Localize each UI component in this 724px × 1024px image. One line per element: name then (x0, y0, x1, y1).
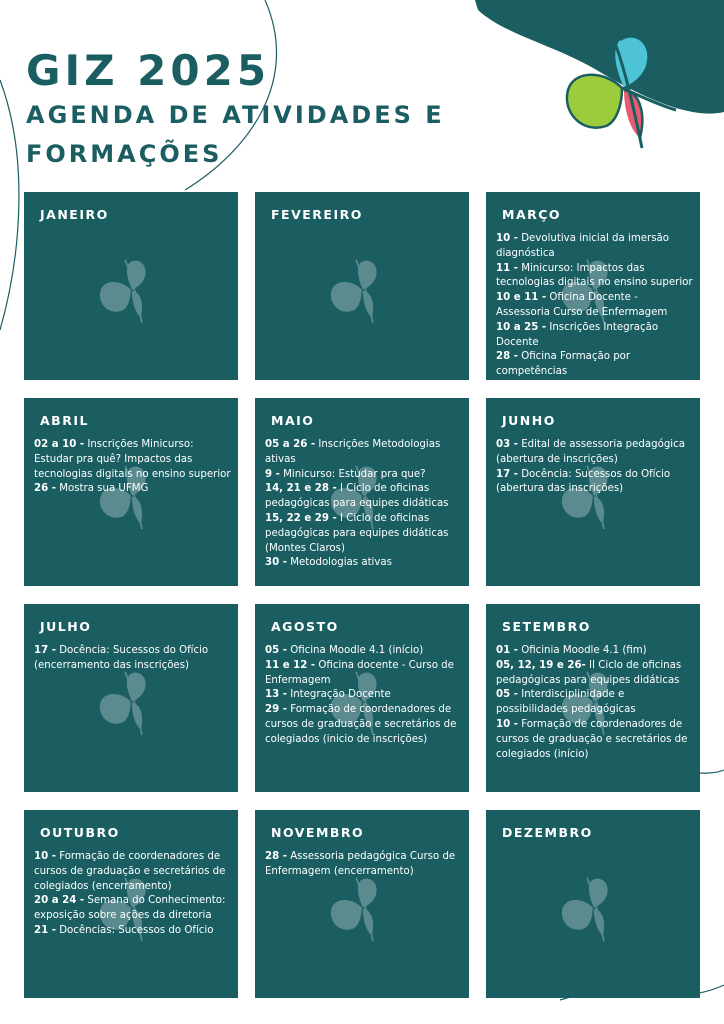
event-text: Minicurso: Estudar pra que? (279, 468, 426, 480)
month-card-2 (255, 192, 469, 380)
event-text: Integração Docente (286, 689, 391, 701)
event-text: Semana do Conhecimento: exposição sobre ações da diretoria (34, 895, 226, 922)
event-text: Docência: Sucessos do Ofício (encerramento das inscrições) (34, 645, 209, 671)
event-list (34, 850, 231, 939)
month-card-8 (255, 604, 469, 792)
event-date: 10 - (34, 851, 56, 862)
event-text: Metodologias ativas (286, 557, 392, 569)
event-item (265, 438, 462, 468)
event-item (34, 894, 231, 924)
event-date: 17 - (496, 468, 518, 480)
event-text: Inscrições Minicurso: Estudar pra quê? Impactos das tecnologias digitais no ensino superior (34, 439, 231, 480)
event-item (496, 262, 693, 292)
event-text: Oficina Moodle 4.1 (início) (286, 645, 424, 656)
event-item (265, 468, 462, 483)
month-name: DEZEMBRO (502, 825, 593, 840)
event-item (496, 350, 693, 380)
event-text: Inscrições Metodologias ativas (265, 439, 441, 465)
event-item (265, 703, 462, 747)
page-subtitle: AGENDA DE ATIVIDADES E FORMAÇÕES (26, 101, 445, 168)
event-text: II Ciclo de oficinas pedagógicas para equipes didáticas (496, 659, 682, 686)
event-list (34, 438, 231, 497)
event-date: 05 a 26 - (265, 439, 316, 450)
month-name: JULHO (40, 619, 92, 634)
event-date: 28 - (265, 851, 287, 862)
event-list (496, 232, 693, 380)
event-date: 21 - (34, 924, 56, 936)
month-name: MAIO (271, 413, 315, 428)
event-text: Inscrições Integração Docente (496, 321, 659, 348)
calendar-grid (24, 192, 700, 998)
event-date: 02 a 10 - (34, 439, 85, 450)
butterfly-watermark-icon (96, 664, 166, 744)
event-text: Edital de assessoria pedagógica (abertura de inscrições) (496, 439, 685, 465)
month-name: MARÇO (502, 207, 562, 222)
event-date: 13 - (265, 689, 287, 701)
event-text: Formação de coordenadores de cursos de graduação e secretários de colegiados (início) (496, 718, 688, 760)
event-item (34, 924, 231, 939)
event-item (34, 850, 231, 894)
event-item (265, 482, 462, 512)
event-list (496, 438, 693, 497)
month-card-12 (486, 810, 700, 998)
butterfly-watermark-icon (96, 252, 166, 332)
month-card-11 (255, 810, 469, 998)
event-text: Devolutiva inicial da imersão diagnóstica (496, 233, 669, 259)
event-date: 20 a 24 - (34, 895, 85, 907)
event-text: Mostra sua UFMG (55, 483, 149, 495)
event-item (496, 468, 693, 498)
event-text: Oficina docente - Curso de Enfermagem (265, 659, 454, 686)
event-item (34, 438, 231, 482)
event-date: 15, 22 e 29 - (265, 512, 337, 524)
month-name: OUTUBRO (40, 825, 120, 840)
event-item (265, 556, 462, 571)
event-item (265, 688, 462, 703)
event-text: Minicurso: Impactos das tecnologias digitais no ensino superior (496, 262, 693, 289)
event-date: 11 - (496, 262, 518, 274)
event-text: I Ciclo de oficinas pedagógicas para equipes didáticas (265, 483, 449, 510)
event-date: 30 - (265, 557, 287, 569)
header (26, 48, 466, 173)
event-text: I Ciclo de oficinas pedagógicas para equipes didáticas (Montes Claros) (265, 512, 449, 554)
event-text: Docência: Sucessos do Ofício (abertura das inscrições) (496, 468, 671, 495)
event-date: 10 - (496, 233, 518, 244)
event-date: 28 - (496, 351, 518, 363)
event-date: 11 e 12 - (265, 659, 316, 671)
month-name: NOVEMBRO (271, 825, 365, 840)
month-name: JANEIRO (40, 207, 109, 222)
month-name: AGOSTO (271, 619, 339, 634)
event-date: 26 - (34, 483, 56, 495)
month-name: ABRIL (40, 413, 89, 428)
event-text: Interdisciplinidade e possibilidades pedagógicas (496, 689, 636, 716)
event-item (496, 291, 693, 321)
event-item (265, 850, 462, 880)
event-item (496, 321, 693, 351)
event-date: 05 - (496, 689, 518, 701)
event-date: 01 - (496, 645, 518, 656)
event-date: 10 e 11 - (496, 292, 547, 304)
event-date: 03 - (496, 439, 518, 450)
month-name: JUNHO (502, 413, 556, 428)
event-list (34, 644, 231, 674)
month-card-9 (486, 604, 700, 792)
month-name: SETEMBRO (502, 619, 591, 634)
month-card-3 (486, 192, 700, 380)
event-item (34, 644, 231, 674)
event-item (34, 482, 231, 497)
event-item (496, 688, 693, 718)
butterfly-watermark-icon (327, 252, 397, 332)
month-card-6 (486, 398, 700, 586)
event-list (496, 644, 693, 762)
month-card-7 (24, 604, 238, 792)
event-item (265, 512, 462, 556)
event-item (265, 644, 462, 659)
event-date: 10 - (496, 718, 518, 730)
event-date: 29 - (265, 704, 287, 716)
butterfly-watermark-icon (327, 870, 397, 950)
event-date: 10 a 25 - (496, 321, 547, 333)
event-text: Oficinia Moodle 4.1 (fim) (517, 645, 647, 656)
event-list (265, 644, 462, 748)
event-text: Formação de coordenadores de cursos de graduação e secretários de colegiados (encerramento) (34, 851, 226, 892)
butterfly-logo-icon (560, 30, 685, 155)
event-date: 14, 21 e 28 - (265, 483, 337, 495)
month-card-1 (24, 192, 238, 380)
event-date: 17 - (34, 645, 56, 656)
month-card-10 (24, 810, 238, 998)
event-list (265, 850, 462, 880)
event-item (496, 718, 693, 762)
month-card-4 (24, 398, 238, 586)
event-list (265, 438, 462, 571)
page-title: GIZ 2025 (26, 46, 271, 95)
event-text: Formação de coordenadores de cursos de graduação e secretários de colegiados (inicio de inscrições) (265, 704, 457, 745)
event-date: 05, 12, 19 e 26- (496, 659, 586, 671)
event-text: Oficina Docente - Assessoria Curso de Enfermagem (496, 292, 668, 318)
event-text: Docências: Sucessos do Ofício (55, 924, 214, 936)
event-text: Assessoria pedagógica Curso de Enfermagem (encerramento) (265, 851, 456, 877)
event-item (496, 659, 693, 689)
event-item (265, 659, 462, 689)
event-date: 9 - (265, 468, 280, 480)
month-card-5 (255, 398, 469, 586)
event-date: 05 - (265, 645, 287, 656)
butterfly-watermark-icon (558, 870, 628, 950)
event-item (496, 232, 693, 262)
month-name: FEVEREIRO (271, 207, 363, 222)
event-text: Oficina Formação por competências (496, 351, 631, 378)
event-item (496, 438, 693, 468)
event-item (496, 644, 693, 659)
